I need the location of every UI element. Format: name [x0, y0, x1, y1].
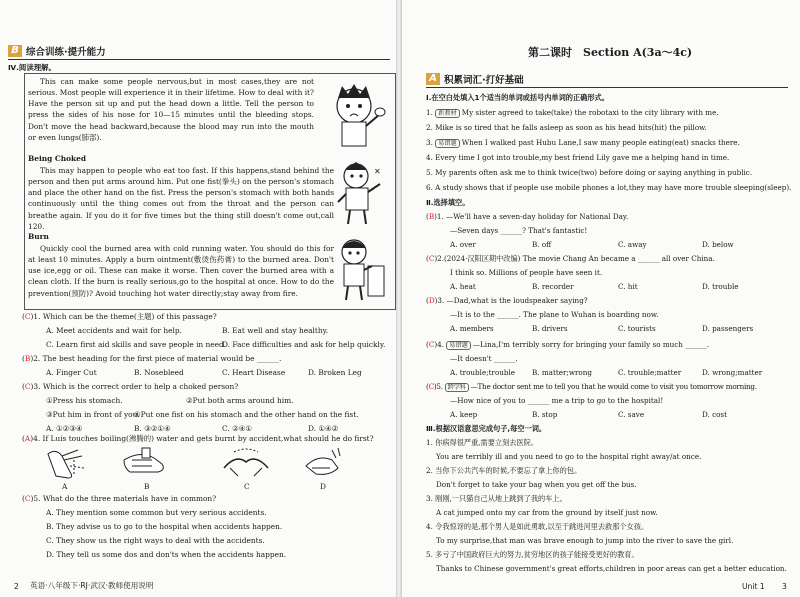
answer: C [24, 494, 31, 503]
divider [426, 87, 788, 88]
option-b: B. matter;wrong [532, 368, 592, 377]
lesson-title: 第二课时 Section A(3a～4c) [528, 46, 693, 59]
section-title: 综合训练·提升能力 [26, 47, 106, 58]
answer: C [24, 382, 31, 391]
passage-intro: This can make some people nervous,but in most cases,they are not serious. Most people will experience it in their lifetime. How to deal with it? Have the person sit up and put the head down a little. Tell the person to press the sides of his nose for 10—15 minutes until the bleeding stops. Don't move the head backward,because the blood may run into the mouth or even lungs(肺部). [28, 77, 314, 142]
question-stem: )3. Which is the correct order to help a choked person? [30, 382, 239, 391]
translation-1-cn: 1. 你病得很严重,需要立刻去医院。 [426, 438, 539, 447]
option-a: A. keep [450, 410, 478, 419]
step-4: ④Put one fist on his stomach and the other hand on the fist. [134, 410, 359, 419]
question-stem: —Lina,I'm terribly sorry for bringing your family so much ______. [472, 340, 710, 349]
option-b: B. ③②①④ [134, 424, 171, 433]
option-d: D. ①④② [308, 424, 339, 433]
passage-choked: This may happen to people who eat too fast. If this happens,stand behind the person and then put arms around him. Put one fist(拳头) on the person's stomach and place the other hand on the fist. Press the person's stomach with both hands continuously until the thing comes out from the throat and the person can breathe again. If you do it for five times but the thing still doesn't come out,call 120. [28, 166, 334, 231]
passage-burn: Quickly cool the burned area with cold running water. You should do this for at least 10 minutes. Apply a burn ointment(敷烫伤药膏) to the burned area. Don't use ice,egg or oil. These can make it worse. Then cover the burned area with a clean cloth. If the burn is really serious,go to the hospital at once. How to do the prevention(预防)? Avoid touching hot water directly;stay away from fire. [28, 244, 334, 298]
question-1: (C)1. Which can be the theme(主题) of this passage? [22, 312, 217, 321]
sentence-5: 5. My parents often ask me to think twice(two) before doing or saying anything in public. [426, 168, 753, 177]
option-c: C [244, 482, 250, 491]
option-a: A. Meet accidents and wait for help. [46, 326, 183, 335]
option-d: D. Face difficulties and ask for help quickly. [222, 340, 386, 349]
option-d: D. below [702, 240, 734, 249]
divider [8, 59, 390, 60]
choice-4: (C)4. 易错题 —Lina,I'm terribly sorry for bringing your family so much ______. [426, 340, 710, 349]
heading-choked: Being Choked [28, 154, 87, 163]
new-material-tag: 新教材 [435, 109, 460, 118]
step-2: ②Put both arms around him. [186, 396, 294, 405]
question-3: (C)3. Which is the correct order to help a choked person? [22, 382, 239, 391]
error-prone-tag: 易错题 [446, 341, 471, 350]
translation-2-en: Don't forget to take your bag when you get off the bus. [436, 480, 637, 489]
answer: C [428, 254, 435, 263]
translation-3-cn: 3. 刚刚,一只猫自己从地上跳到了我的车上。 [426, 494, 567, 503]
option-b: B. recorder [532, 282, 574, 291]
translation-2-cn: 2. 当你下公共汽车的时候,不要忘了拿上你的包。 [426, 466, 582, 475]
sentence-text: When I walked past Hubu Lane,I saw many people eating(eat) snacks there. [461, 138, 740, 147]
choice-4-line2: —It doesn't ______. [450, 354, 518, 363]
part-label: Ⅳ.阅读理解。 [8, 63, 56, 72]
option-a: A. trouble;trouble [450, 368, 516, 377]
section-badge: A [426, 73, 440, 85]
answer: C [428, 382, 434, 391]
option-d-image [300, 446, 344, 480]
burn-illustration [334, 236, 390, 304]
option-d: D. trouble [702, 282, 739, 291]
question-4: (A)4. If Luis touches boiling(沸腾的) water and gets burnt by accident,what should he do first? [22, 434, 374, 443]
option-a: A. Finger Cut [46, 368, 97, 377]
question-stem: )2. The best heading for the first piece of material would be ______. [30, 354, 282, 363]
option-c: C. ②④① [222, 424, 252, 433]
question-stem: )4. If Luis touches boiling(沸腾的) water and gets burnt by accident,what should he do first? [30, 434, 374, 443]
option-d: D [320, 482, 326, 491]
question-stem: )2.(2024·汉阳区期中改编) The movie Chang An became a ______ all over China. [434, 254, 715, 263]
choking-illustration [334, 160, 390, 226]
question-stem: )1. —We'll have a seven-day holiday for National Day. [434, 212, 629, 221]
answer: C [24, 312, 31, 321]
question-5: (C)5. What do the three materials have in common? [22, 494, 217, 503]
option-a: A. members [450, 324, 494, 333]
option-a: A. over [450, 240, 476, 249]
page-footer: Unit 1 [742, 582, 765, 591]
option-a-image [44, 446, 88, 480]
option-b: B. off [532, 240, 552, 249]
part-2-instructions: Ⅱ.选择填空。 [426, 198, 470, 207]
option-a: A. They mention some common but very serious accidents. [46, 508, 267, 517]
translation-5-cn: 5. 多亏了中国政府巨大的努力,贫穷地区的孩子能接受更好的教育。 [426, 550, 639, 559]
choice-3: (D)3. —Dad,what is the loudspeaker saying? [426, 296, 588, 305]
choice-2: (C)2.(2024·汉阳区期中改编) The movie Chang An became a ______ all over China. [426, 254, 715, 263]
left-page [0, 0, 397, 597]
option-b: B. Eat well and stay healthy. [222, 326, 329, 335]
translation-4-cn: 4. 令我惊讶的是,那个男人是如此勇敢,以至于跳进河里去救那个女孩。 [426, 522, 649, 531]
sentence-text: My sister agreed to take(take) the robotaxi to the city library with me. [461, 108, 719, 117]
translation-1-en: You are terribly ill and you need to go to the hospital right away/at once. [436, 452, 702, 461]
option-c: C. Heart Disease [222, 368, 286, 377]
choice-1-line2: —Seven days ______? That's fantastic! [450, 226, 588, 235]
option-d: D. cost [702, 410, 728, 419]
option-c: C. save [618, 410, 645, 419]
choice-5: (C)5. 跨学科 —The doctor sent me to tell you that he would come to visit you tomorrow morning. [426, 382, 757, 391]
sentence-3: 3. 易错题 When I walked past Hubu Lane,I saw many people eating(eat) snacks there. [426, 138, 740, 147]
question-2: (B)2. The best heading for the first piece of material would be ______. [22, 354, 282, 363]
answer: B [428, 212, 435, 221]
translation-4-en: To my surprise,that man was brave enough to jump into the river to save the girl. [436, 536, 734, 545]
sentence-4: 4. Every time I got into trouble,my best friend Lily gave me a helping hand in time. [426, 153, 730, 162]
right-page [402, 0, 800, 597]
option-b: B. Nosebleed [134, 368, 184, 377]
option-d: D. Broken Leg [308, 368, 362, 377]
option-a: A [62, 482, 68, 491]
page-number: 2 [14, 582, 19, 591]
question-stem: —The doctor sent me to tell you that he would come to visit you tomorrow morning. [470, 382, 757, 391]
option-d: D. passengers [702, 324, 754, 333]
answer: D [428, 296, 435, 305]
step-1: ①Press his stomach. [46, 396, 123, 405]
error-prone-tag: 易错题 [435, 139, 460, 148]
option-d: D. wrong;matter [702, 368, 763, 377]
nosebleed-illustration [326, 82, 388, 154]
choice-2-line2: I think so. Millions of people have seen it. [450, 268, 603, 277]
section-b-header [8, 44, 106, 58]
option-a: A. heat [450, 282, 476, 291]
heading-burn: Burn [28, 232, 49, 241]
question-stem: )5. What do the three materials have in common? [30, 494, 217, 503]
choice-5-line2: —How nice of you to ______ me a trip to go to the hospital! [450, 396, 664, 405]
option-b: B. They advise us to go to the hospital when accidents happen. [46, 522, 283, 531]
option-c-image [220, 446, 272, 480]
section-a-header [426, 72, 524, 86]
option-c: C. Learn first aid skills and save people in need. [46, 340, 227, 349]
option-c: C. They show us the right ways to deal with the accidents. [46, 536, 265, 545]
question-stem: )1. Which can be the theme(主题) of this passage? [30, 312, 217, 321]
choice-1: (B)1. —We'll have a seven-day holiday for National Day. [426, 212, 629, 221]
answer: C [428, 340, 435, 349]
option-c: C. away [618, 240, 647, 249]
step-3: ③Put him in front of you. [46, 410, 140, 419]
part-3-instructions: Ⅲ.根据汉语意思完成句子,每空一词。 [426, 424, 547, 433]
sentence-6: 6. A study shows that if people use mobile phones a lot,they may have more trouble sleeping(sleep). [426, 183, 792, 192]
sentence-1: 1. 新教材 My sister agreed to take(take) the robotaxi to the city library with me. [426, 108, 719, 117]
choice-3-line2: —It is to the ______. The plane to Wuhan is boarding now. [450, 310, 659, 319]
page-number: 3 [782, 582, 787, 591]
answer: B [24, 354, 31, 363]
translation-5-en: Thanks to Chinese government's great efforts,children in poor areas can get a better education. [436, 564, 787, 573]
answer: A [24, 434, 31, 443]
section-badge: B [8, 45, 22, 57]
page-footer: 英语·八年级下·RJ·武汉·教师使用说明 [30, 581, 154, 590]
sentence-2: 2. Mike is so tired that he falls asleep as soon as his head hits(hit) the pillow. [426, 123, 707, 132]
option-b: B [144, 482, 150, 491]
option-c: C. trouble;matter [618, 368, 682, 377]
option-b-image [122, 446, 168, 480]
question-stem: )3. —Dad,what is the loudspeaker saying? [434, 296, 588, 305]
part-1-instructions: Ⅰ.在空白处填入1个适当的单词或括号内单词的正确形式。 [426, 93, 609, 102]
option-b: B. drivers [532, 324, 568, 333]
option-c: C. tourists [618, 324, 656, 333]
option-b: B. stop [532, 410, 558, 419]
svg-text:✕: ✕ [374, 167, 381, 176]
option-d: D. They tell us some dos and don'ts when the accidents happen. [46, 550, 287, 559]
option-a: A. ①②③④ [46, 424, 83, 433]
translation-3-en: A cat jumped onto my car from the ground by itself just now. [436, 508, 658, 517]
cross-subject-tag: 跨学科 [445, 383, 469, 392]
option-c: C. hit [618, 282, 638, 291]
section-title: 积累词汇·打好基础 [444, 75, 524, 86]
